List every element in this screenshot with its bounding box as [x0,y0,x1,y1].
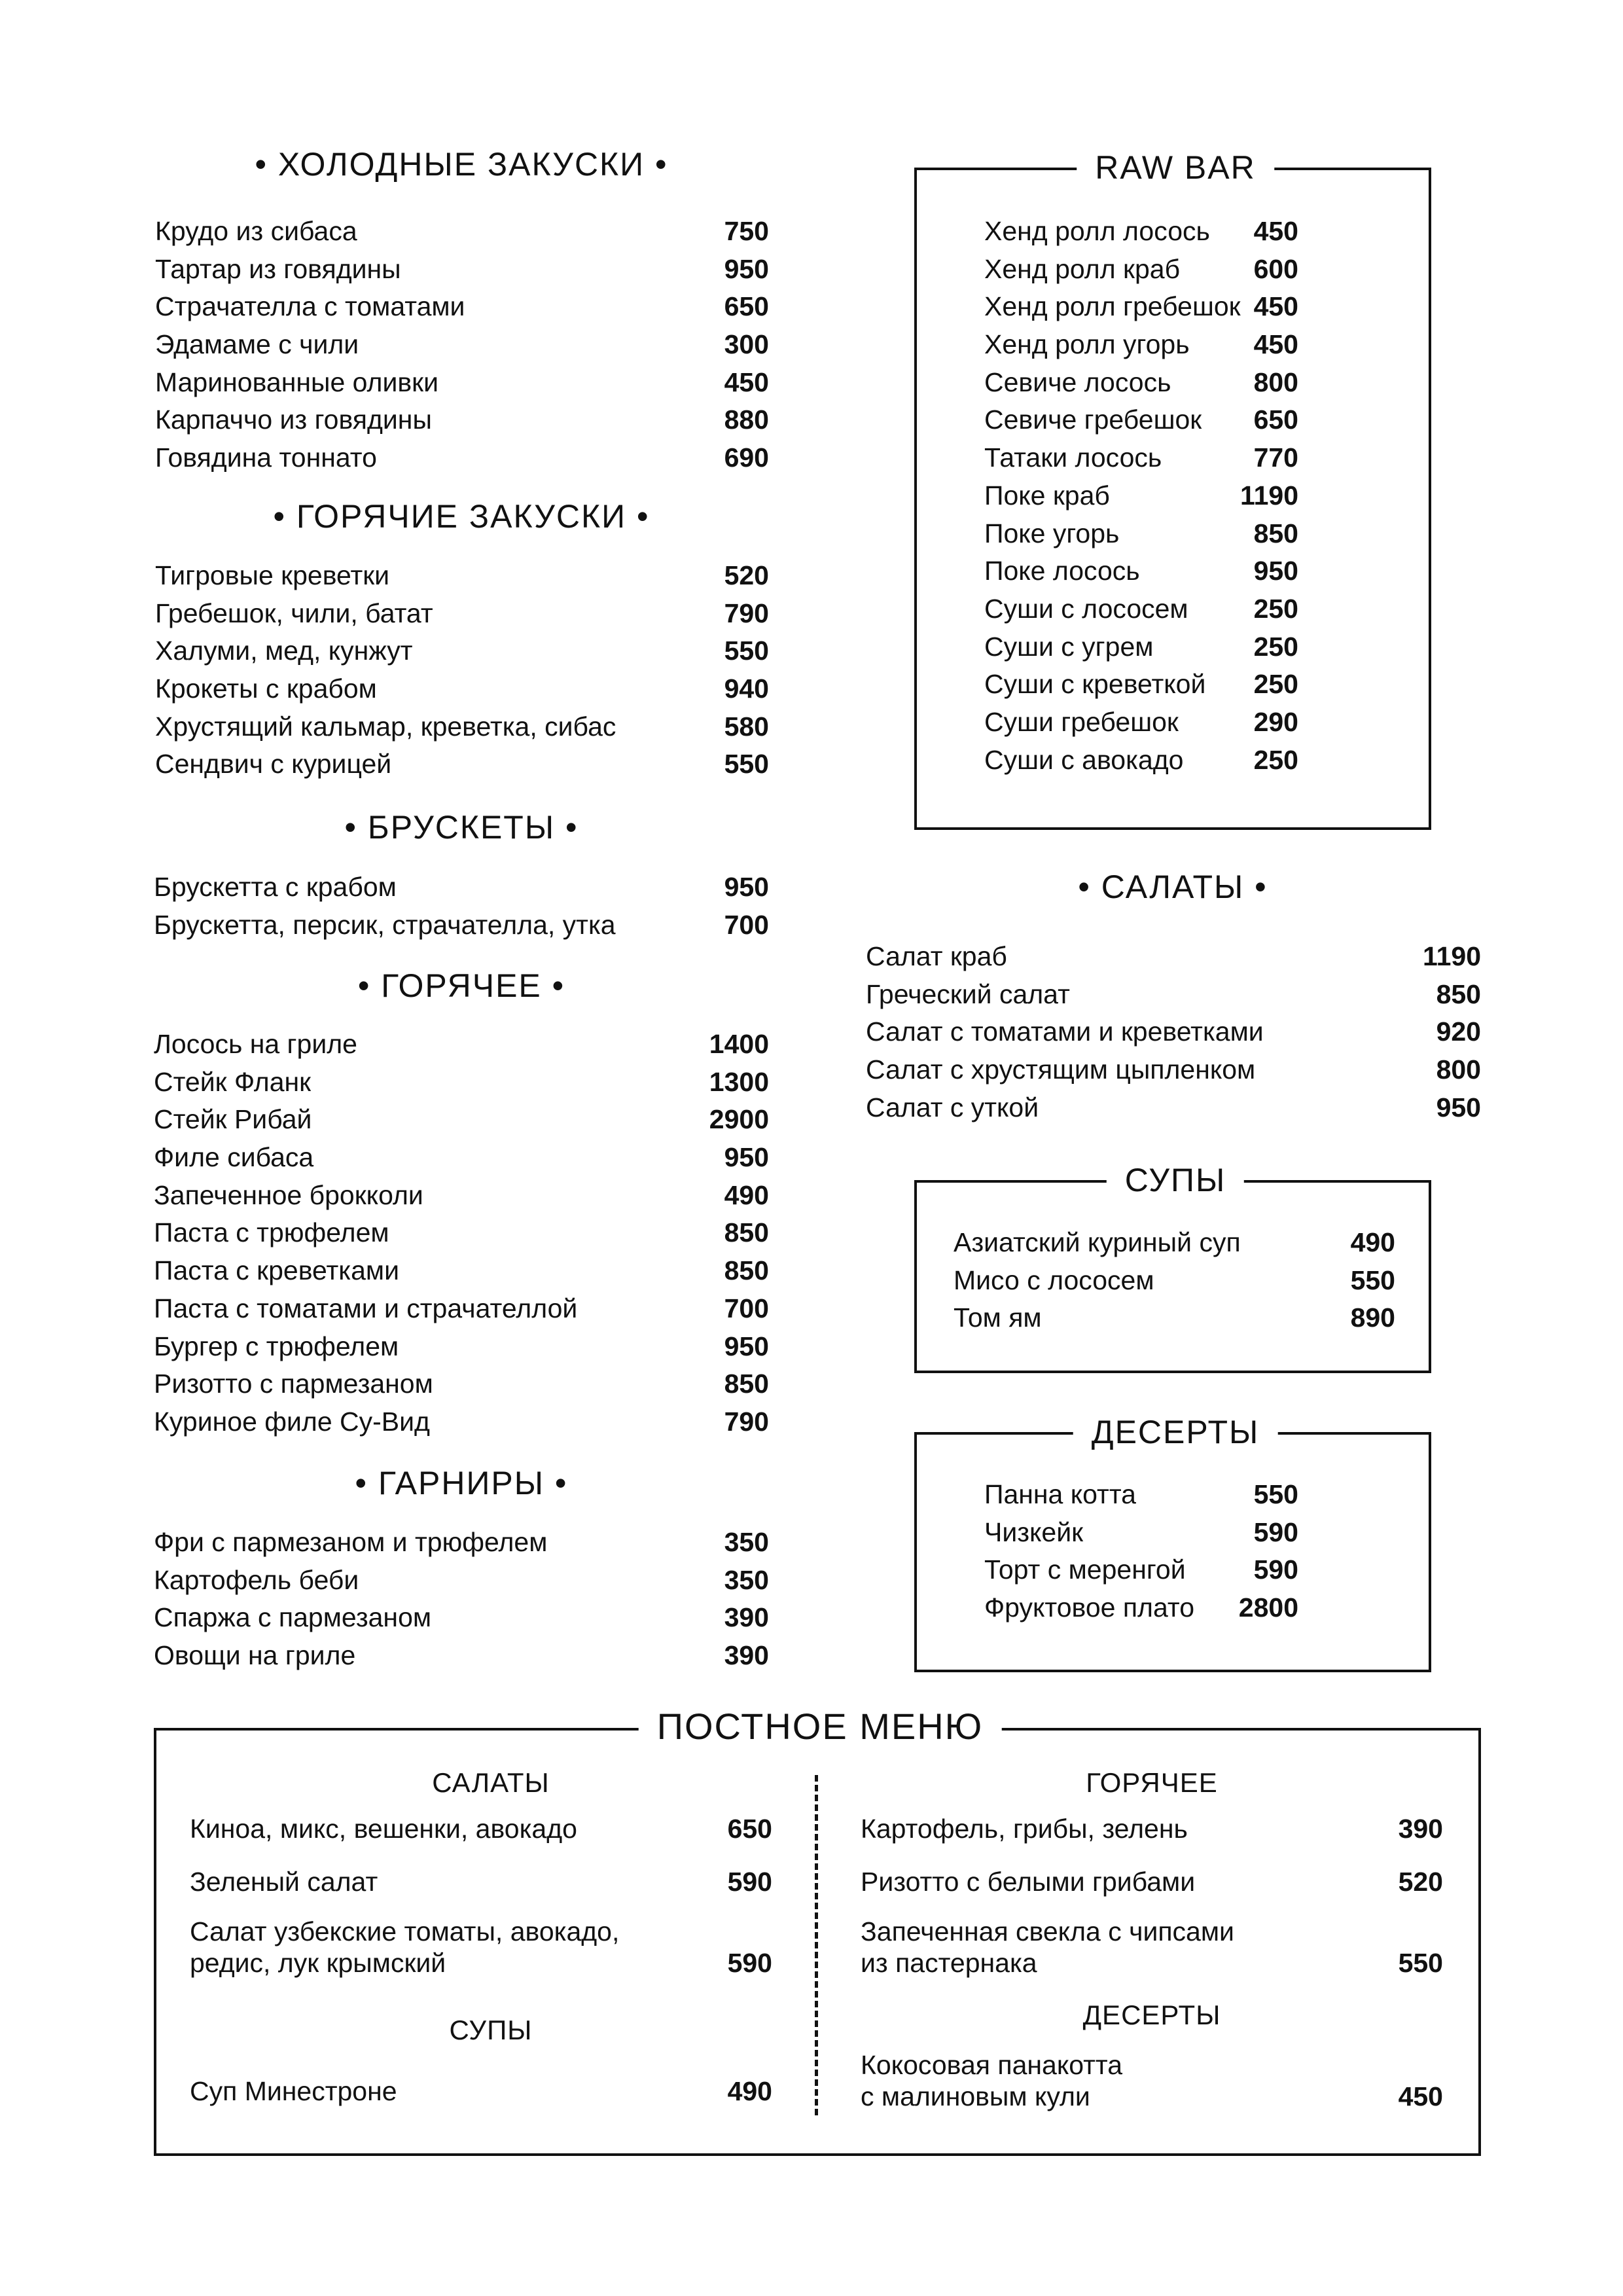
menu-item [984,1514,1298,1552]
item-price: 700 [724,909,769,940]
item-name: Тартар из говядины [155,253,401,284]
menu-item [984,628,1298,666]
item-name: Ризотто с пармезаном [154,1369,433,1399]
desserts-list [984,1476,1298,1627]
item-name: Хенд ролл лосось [984,216,1210,246]
item-name: Сендвич с курицей [155,749,392,780]
item-name: Торт с меренгой [984,1554,1186,1585]
menu-item [154,869,769,906]
menu-item [155,632,769,670]
item-price: 2800 [1238,1592,1298,1623]
item-price: 940 [724,673,769,704]
lean-hot-item [861,1866,1443,1897]
item-price: 800 [1436,1054,1481,1085]
item-price: 650 [727,1814,772,1844]
item-name: Паста с томатами и страчателлой [154,1293,578,1323]
item-price: 2900 [709,1104,769,1135]
item-name: Фруктовое плато [984,1592,1194,1623]
bruschetta-list [154,869,769,944]
item-name: Салат краб [866,941,1007,971]
item-price: 250 [1253,593,1298,624]
item-name: Ризотто с белыми грибами [861,1867,1196,1897]
menu-item [866,976,1481,1014]
salads-list [866,938,1481,1126]
item-price: 950 [724,1331,769,1361]
hot-dishes-list [154,1026,769,1441]
menu-item [154,1101,769,1139]
item-price: 790 [724,598,769,628]
menu-item [154,1562,769,1600]
item-price: 750 [724,216,769,246]
menu-item [155,670,769,708]
item-price: 850 [724,1369,769,1399]
item-price: 770 [1253,442,1298,473]
sides-title: • ГАРНИРЫ • [355,1465,568,1501]
lean-salad-item [190,1813,772,1844]
item-price: 590 [1253,1554,1298,1585]
hot-starters-list [155,557,769,783]
lean-soups-title: СУПЫ [449,2015,533,2045]
menu-item [984,590,1298,628]
item-price: 590 [727,1948,772,1978]
item-price: 250 [1253,744,1298,775]
item-price: 550 [724,749,769,780]
item-name: Брускетта, персик, страчателла, утка [154,909,616,940]
item-price: 490 [727,2076,772,2106]
item-name: Хенд ролл гребешок [984,291,1241,322]
item-price: 950 [724,253,769,284]
menu-item [155,595,769,633]
item-name: Чизкейк [984,1516,1084,1547]
item-price: 650 [1253,404,1298,435]
soups-box [914,1162,1431,1373]
item-name: Крудо из сибаса [155,216,357,246]
item-name: Греческий салат [866,978,1070,1009]
desserts-box [914,1414,1431,1672]
hot-dishes-title: • ГОРЯЧЕЕ • [357,967,565,1004]
menu-item [155,326,769,364]
item-name: Паста с трюфелем [154,1217,389,1248]
menu-item [984,439,1298,477]
item-name: Запеченное брокколи [154,1179,423,1210]
item-name: Стейк Рибай [154,1104,312,1135]
item-name: Бургер с трюфелем [154,1331,399,1361]
item-name: Гребешок, чили, батат [155,598,433,628]
item-price: 850 [724,1255,769,1286]
menu-item [154,906,769,944]
menu-item [155,364,769,402]
lean-hot-item [861,1813,1443,1844]
menu-item [154,1365,769,1403]
item-name: Крокеты с крабом [155,673,377,704]
menu-item [984,401,1298,439]
bruschetta-title: • БРУСКЕТЫ • [344,809,579,846]
item-price: 880 [724,404,769,435]
menu-item [155,288,769,326]
item-price: 450 [724,367,769,397]
menu-item [155,557,769,595]
menu-item [154,1139,769,1177]
item-price: 390 [724,1602,769,1633]
item-price: 350 [724,1527,769,1557]
sides-list [154,1524,769,1675]
item-name: Страчателла с томатами [155,291,465,322]
menu-item [984,515,1298,553]
item-name: Запеченная свекла с чипсами из пастернака [861,1916,1234,1978]
item-name: Поке краб [984,480,1110,511]
item-name: Панна котта [984,1479,1136,1509]
menu-item [866,1089,1481,1127]
lean-salad-item [190,1866,772,1897]
menu-item [154,1403,769,1441]
lean-soup-item [190,2075,772,2107]
lean-hot-item [861,1916,1443,1979]
item-name: Поке лосось [984,556,1140,586]
item-name: Халуми, мед, кунжут [155,636,413,666]
lean-dessert-item [861,2049,1443,2112]
menu-item [155,439,769,477]
item-price: 700 [724,1293,769,1323]
menu-item [866,938,1481,976]
menu-item [154,1524,769,1562]
menu-item [984,326,1298,364]
menu-item [155,213,769,251]
raw-bar-title: RAW BAR [1077,148,1274,187]
item-name: Спаржа с пармезаном [154,1602,432,1633]
menu-item [954,1262,1395,1300]
lean-salads-title: САЛАТЫ [432,1767,550,1798]
item-name: Том ям [954,1302,1042,1333]
item-price: 850 [724,1217,769,1248]
menu-item [984,1589,1298,1627]
item-price: 1190 [1240,480,1298,511]
desserts-title: ДЕСЕРТЫ [1073,1412,1278,1452]
menu-item [984,552,1298,590]
menu-item [984,251,1298,289]
item-price: 1190 [1423,941,1481,971]
item-name: Суши с креветкой [984,669,1206,700]
item-name: Суп Минестроне [190,2076,397,2106]
item-price: 390 [724,1640,769,1671]
item-price: 550 [1398,1948,1443,1978]
item-name: Кокосовая панакотта с малиновым кули [861,2050,1123,2111]
item-price: 890 [1350,1302,1395,1333]
item-name: Стейк Фланк [154,1066,312,1097]
item-price: 450 [1253,329,1298,360]
menu-item [155,401,769,439]
lean-desserts-title: ДЕСЕРТЫ [1082,2000,1221,2030]
item-name: Салат узбекские томаты, авокадо, редис, лук крымский [190,1916,620,1978]
menu-item [984,666,1298,704]
menu-item [154,1290,769,1328]
item-price: 550 [1253,1479,1298,1509]
raw-bar-box [914,149,1431,830]
item-price: 600 [1253,253,1298,284]
item-name: Зеленый салат [190,1867,378,1897]
item-price: 250 [1253,631,1298,662]
item-price: 450 [1398,2081,1443,2111]
item-price: 690 [724,442,769,473]
item-price: 300 [724,329,769,360]
cold-starters-list [155,213,769,477]
hot-starters-title: • ГОРЯЧИЕ ЗАКУСКИ • [273,498,650,535]
item-name: Говядина тоннато [155,442,377,473]
menu-item [984,288,1298,326]
item-name: Эдамаме с чили [155,329,359,360]
item-price: 590 [727,1867,772,1897]
item-price: 1300 [709,1066,769,1097]
menu-item [154,1214,769,1252]
item-name: Севиче гребешок [984,404,1202,435]
item-name: Суши с угрем [984,631,1154,662]
item-price: 800 [1253,367,1298,397]
menu-item [154,1026,769,1064]
item-price: 490 [1350,1227,1395,1257]
item-price: 450 [1253,216,1298,246]
item-price: 950 [1436,1092,1481,1122]
item-price: 950 [724,872,769,902]
item-name: Маринованные оливки [155,367,438,397]
item-price: 490 [724,1179,769,1210]
item-name: Овощи на гриле [154,1640,356,1671]
item-price: 580 [724,711,769,742]
menu-item [954,1299,1395,1337]
item-price: 550 [1350,1265,1395,1295]
item-name: Филе сибаса [154,1142,314,1173]
item-name: Суши с авокадо [984,744,1184,775]
menu-item [154,1637,769,1675]
item-name: Салат с хрустящим цыпленком [866,1054,1256,1085]
menu-item [984,1551,1298,1589]
item-price: 520 [1398,1867,1443,1897]
lean-hot-title: ГОРЯЧЕЕ [1086,1767,1218,1798]
item-name: Брускетта с крабом [154,872,397,902]
item-name: Хенд ролл угорь [984,329,1190,360]
item-price: 850 [1436,978,1481,1009]
lean-menu-divider [815,1775,818,2115]
item-price: 790 [724,1406,769,1437]
item-name: Хрустящий кальмар, креветка, сибас [155,711,616,742]
item-price: 950 [724,1142,769,1173]
item-price: 350 [724,1564,769,1595]
lean-menu-title: ПОСТНОЕ МЕНЮ [639,1707,1002,1746]
item-price: 650 [724,291,769,322]
menu-item [154,1064,769,1102]
item-name: Азиатский куриный суп [954,1227,1241,1257]
item-name: Поке угорь [984,518,1120,548]
cold-starters-title: • ХОЛОДНЫЕ ЗАКУСКИ • [255,146,668,183]
item-price: 550 [724,636,769,666]
menu-item [984,1476,1298,1514]
item-name: Картофель, грибы, зелень [861,1814,1188,1844]
menu-item [866,1051,1481,1089]
item-name: Фри с пармезаном и трюфелем [154,1527,548,1557]
menu-item [984,742,1298,780]
raw-bar-list [984,213,1298,779]
menu-item [155,251,769,289]
item-price: 590 [1253,1516,1298,1547]
item-name: Куриное филе Су-Вид [154,1406,430,1437]
menu-item [984,364,1298,402]
item-name: Карпаччо из говядины [155,404,432,435]
item-name: Суши с лососем [984,593,1188,624]
item-name: Салат с томатами и креветками [866,1016,1264,1047]
item-name: Хенд ролл краб [984,253,1181,284]
salads-title: • САЛАТЫ • [1078,869,1268,905]
item-price: 520 [724,560,769,590]
soups-list [954,1224,1395,1337]
menu-item [984,477,1298,515]
menu-item [984,704,1298,742]
menu-item [154,1177,769,1215]
item-price: 450 [1253,291,1298,322]
item-name: Тигровые креветки [155,560,390,590]
item-name: Паста с креветками [154,1255,399,1286]
menu-item [154,1252,769,1290]
menu-item [984,213,1298,251]
lean-salad-item [190,1916,772,1979]
menu-item [154,1328,769,1366]
item-price: 250 [1253,669,1298,700]
menu-item [155,745,769,783]
item-name: Татаки лосось [984,442,1162,473]
item-name: Лосось на гриле [154,1029,357,1059]
menu-item [866,1013,1481,1051]
soups-title: СУПЫ [1107,1160,1244,1200]
menu-item [155,708,769,746]
item-price: 290 [1253,706,1298,737]
item-name: Картофель беби [154,1564,359,1595]
item-price: 850 [1253,518,1298,548]
item-price: 1400 [709,1029,769,1059]
menu-item [154,1599,769,1637]
item-price: 920 [1436,1016,1481,1047]
menu-item [954,1224,1395,1262]
item-price: 950 [1253,556,1298,586]
item-name: Киноа, микс, вешенки, авокадо [190,1814,577,1844]
item-price: 390 [1398,1814,1443,1844]
item-name: Мисо с лососем [954,1265,1154,1295]
item-name: Севиче лосось [984,367,1171,397]
item-name: Суши гребешок [984,706,1179,737]
item-name: Салат с уткой [866,1092,1039,1122]
